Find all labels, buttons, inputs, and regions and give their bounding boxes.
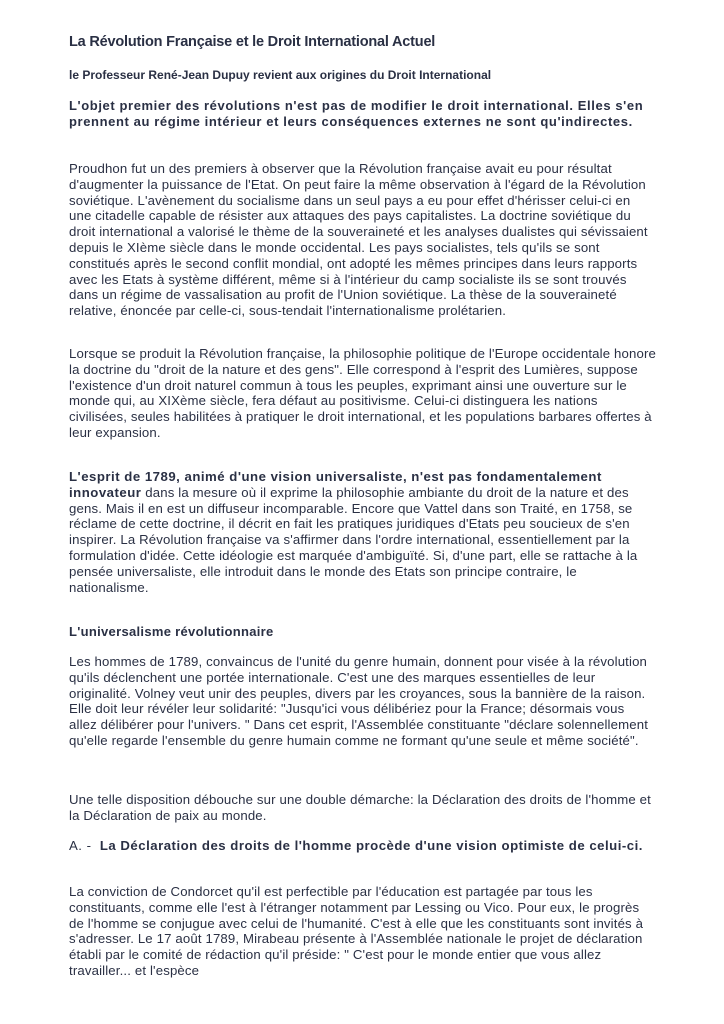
paragraph-droit-nature: Lorsque se produit la Révolution française, la philosophie politique de l'Europe occidentale honore la doctrine du "droit de la nature et des gens". Elle correspond à l'esprit des Lumières, suppose l'existence d'un droit naturel commun à tous les peuples, exprimant ainsi une ouverture sur le monde qui, au XIXème siècle, fera défaut au positivisme. Celui-ci distinguera les nations civilisées, seules habilitées à pratiquer le droit international, et les populations barbares offertes à leur expansion.: [69, 346, 657, 440]
paragraph-double-demarche: Une telle disposition débouche sur une double démarche: la Déclaration des droits de l'homme et la Déclaration de paix au monde.: [69, 792, 651, 823]
section-heading-a-prefix: A. -: [69, 838, 92, 853]
document-title: La Révolution Française et le Droit International Actuel: [69, 34, 436, 50]
paragraph-esprit-1789-bold: L'esprit de 1789, animé d'une vision universaliste, n'est pas fondamentalement innovateur: [69, 469, 602, 500]
paragraph-condorcet: La conviction de Condorcet qu'il est perfectible par l'éducation est partagée par tous les constituants, comme elle l'est à l'étranger notamment par Lessing ou Vico. Pour eux, le progrès de l'homme se conjugue avec celui de l'humanité. C'est à elle que les constituants sont invités à s'adresser. Le 17 août 1789, Mirabeau présente à l'Assemblée nationale le projet de déclaration établi par le comité de rédaction qu'il préside: " C'est pour le monde entier que vous allez travailler... et l'espèce: [69, 884, 644, 978]
section-heading-a-bold: La Déclaration des droits de l'homme procède d'une vision optimiste de celui-ci.: [99, 838, 643, 853]
paragraph-proudhon: Proudhon fut un des premiers à observer que la Révolution française avait eu pour résultat d'augmenter la puissance de l'Etat. On peut faire la même observation à l'égard de la Révolution soviétique. L'avènement du socialisme dans un seul pays a eu pour effet d'hérisser celui-ci en une citadelle capable de résister aux attaques des pays capitalistes. La doctrine soviétique du droit international a valorisé le thème de la souveraineté et les analyses dualistes qui sévissaient depuis le XIème siècle dans le monde occidental. Les pays socialistes, tels qu'ils se sont constitués après le second conflit mondial, ont adopté les mêmes principes dans leurs rapports avec les Etats à système différent, même si à l'intérieur du camp socialiste ils se sont trouvés dans un régime de vassalisation au profit de l'Union soviétique. La thèse de la souveraineté relative, énoncée par celle-ci, sous-tendait l'internationalisme prolétarien.: [69, 161, 648, 319]
paragraph-esprit-1789-text: dans la mesure où il exprime la philosophie ambiante du droit de la nature et des gens. Mais il en est un diffuseur incomparable. Encore que Vattel dans son Traité, en 1758, se réclame de cette doctrine, il décrit en fait les pratiques juridiques d'Etats peu soucieux de s'en inspirer. La Révolution française va s'affirmer dans l'ordre international, essentiellement par la formulation d'idée. Cette idéologie est marquée d'ambiguïté. Si, d'une part, elle se rattache à la pensée universaliste, elle introduit dans le monde des Etats son principe contraire, le nationalisme.: [69, 484, 638, 595]
section-heading-a: [69, 838, 656, 854]
paragraph-esprit-1789: [69, 469, 656, 595]
paragraph-hommes-1789: Les hommes de 1789, convaincus de l'unité du genre humain, donnent pour visée à la révolution qu'ils déclenchent une portée internationale. C'est une des marques essentielles de leur originalité. Volney veut unir des peuples, divers par les croyances, sous la bannière de la raison. Elle doit leur révéler leur solidarité: "Jusqu'ici vous délibériez pour la France; désormais vous allez délibérer pour l'univers. " Dans cet esprit, l'Assemblée constituante "déclare solennellement qu'elle regarde l'ensemble du genre humain comme ne formant qu'une seule et même société".: [69, 654, 649, 748]
document-subtitle: le Professeur René-Jean Dupuy revient aux origines du Droit International: [69, 68, 492, 82]
section-heading-universalisme: L'universalisme révolutionnaire: [69, 624, 274, 639]
lead-paragraph: L'objet premier des révolutions n'est pas de modifier le droit international. Elles s'en prennent au régime intérieur et leurs conséquences externes ne sont qu'indirectes.: [69, 98, 644, 130]
